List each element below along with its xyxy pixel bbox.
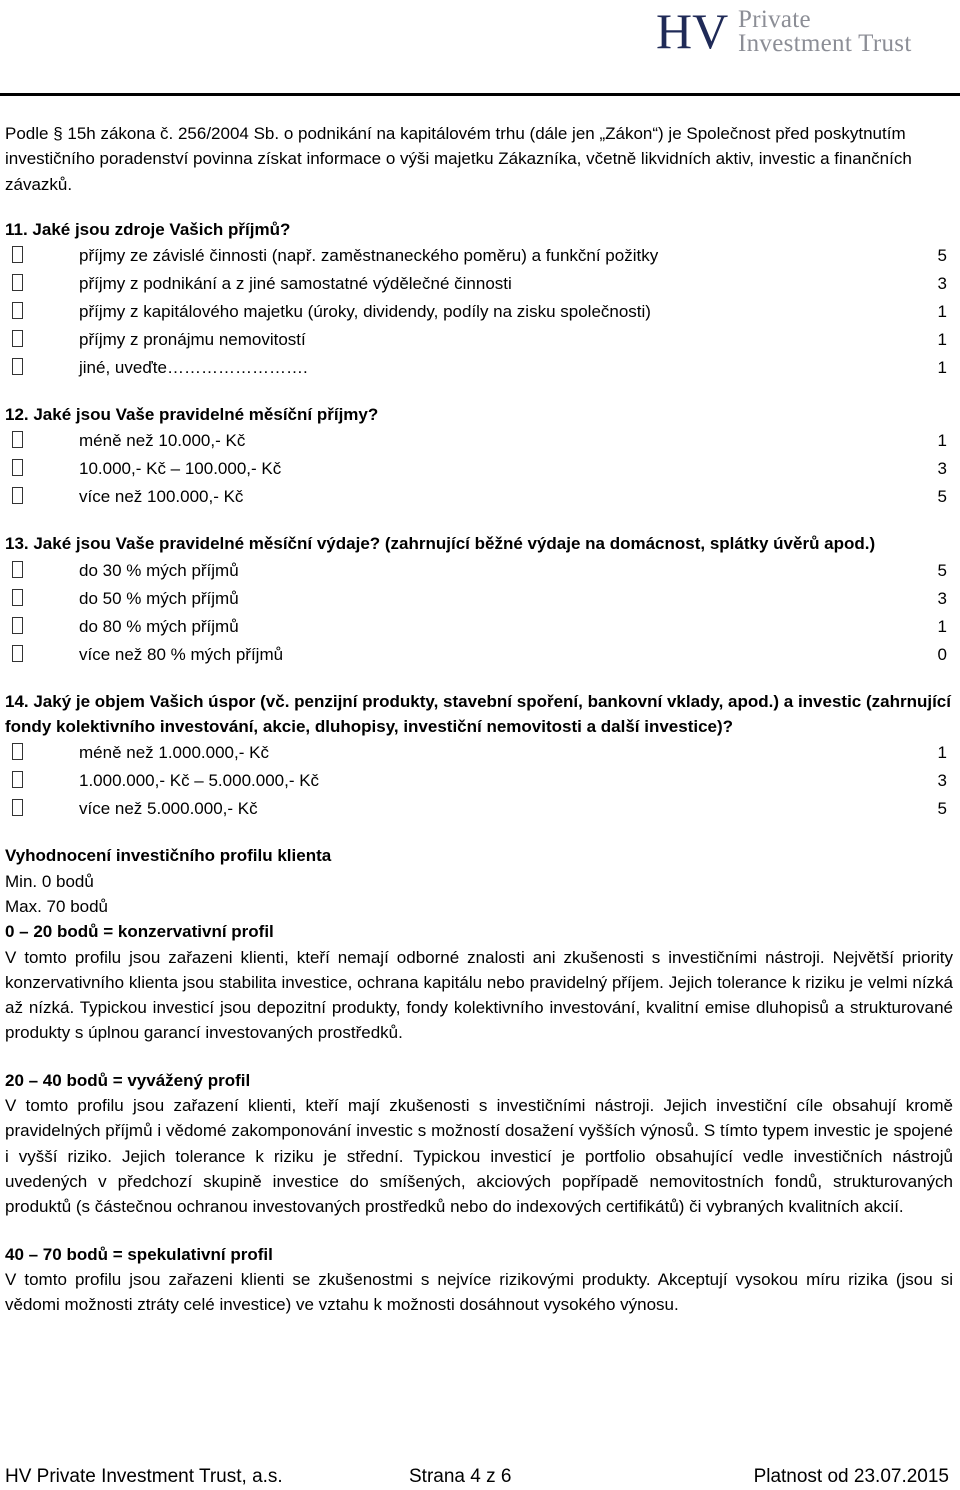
option-points: 3	[937, 274, 947, 294]
company-logo	[656, 4, 946, 56]
profile-balanced	[5, 1068, 953, 1220]
hv-logo-mark	[656, 4, 736, 56]
answer-option[interactable]	[5, 270, 953, 298]
question-block	[5, 402, 953, 511]
evaluation-max: Max. 70 bodů	[5, 896, 109, 916]
option-label: příjmy z podnikání a z jiné samostatné výdělečné činnosti	[79, 274, 512, 294]
checkbox[interactable]	[5, 354, 79, 382]
option-label: 1.000.000,- Kč – 5.000.000,- Kč	[79, 771, 320, 791]
checkbox[interactable]	[5, 326, 79, 354]
option-label: více než 80 % mých příjmů	[79, 644, 284, 664]
answer-option[interactable]	[5, 427, 953, 455]
answer-option[interactable]	[5, 557, 953, 585]
checkbox-square-icon	[12, 743, 23, 760]
option-points: 3	[937, 771, 947, 791]
evaluation-min: Min. 0 bodů	[5, 871, 94, 891]
question-block	[5, 531, 953, 668]
answer-option[interactable]	[5, 242, 953, 270]
checkbox[interactable]	[5, 613, 79, 641]
checkbox-square-icon	[12, 617, 23, 634]
logo-mark-text: HV	[656, 4, 729, 56]
checkbox[interactable]	[5, 557, 79, 585]
footer-validity: Platnost od 23.07.2015	[753, 1466, 949, 1487]
checkbox[interactable]	[5, 298, 79, 326]
checkbox-square-icon	[12, 645, 23, 662]
profile-title: 0 – 20 bodů = konzervativní profil	[5, 922, 274, 942]
question-block	[5, 689, 953, 824]
checkbox-square-icon	[12, 246, 23, 263]
checkbox-square-icon	[12, 358, 23, 375]
checkbox[interactable]	[5, 455, 79, 483]
option-points: 1	[937, 330, 947, 350]
option-label: 10.000,- Kč – 100.000,- Kč	[79, 459, 282, 479]
document-body	[5, 121, 953, 1317]
option-points: 1	[937, 358, 947, 378]
answer-option[interactable]	[5, 641, 953, 669]
intro-paragraph: Podle § 15h zákona č. 256/2004 Sb. o podnikání na kapitálovém trhu (dále jen „Zákon“) je Společnost před poskytnutím investičního poradenství povinna získat informace o výši majetku Zákazníka, včetně likvidních aktiv, investic a finančních závazků.	[5, 124, 912, 194]
profile-conservative	[5, 919, 953, 1045]
option-label: více než 100.000,- Kč	[79, 487, 244, 507]
answer-option[interactable]	[5, 298, 953, 326]
checkbox[interactable]	[5, 795, 79, 823]
profile-title: 20 – 40 bodů = vyvážený profil	[5, 1070, 251, 1090]
checkbox[interactable]	[5, 427, 79, 455]
footer-page-number: Strana 4 z 6	[409, 1466, 512, 1487]
option-points: 5	[937, 487, 947, 507]
option-points: 3	[937, 588, 947, 608]
answer-option[interactable]	[5, 613, 953, 641]
option-label: do 80 % mých příjmů	[79, 616, 239, 636]
checkbox-square-icon	[12, 330, 23, 347]
answer-option[interactable]	[5, 739, 953, 767]
profile-speculative	[5, 1242, 953, 1318]
evaluation-heading: Vyhodnocení investičního profilu klienta	[5, 846, 332, 866]
question-title: 13. Jaké jsou Vaše pravidelné měsíční výdaje? (zahrnující běžné výdaje na domácnost, splátky úvěrů apod.)	[5, 534, 876, 554]
option-label: příjmy z kapitálového majetku (úroky, dividendy, podíly na zisku společnosti)	[79, 302, 651, 322]
profile-title: 40 – 70 bodů = spekulativní profil	[5, 1244, 273, 1264]
option-label: jiné, uveďte…………………….	[79, 358, 308, 378]
option-label: příjmy z pronájmu nemovitostí	[79, 330, 306, 350]
answer-option[interactable]	[5, 795, 953, 823]
question-title: 11. Jaké jsou zdroje Vašich příjmů?	[5, 219, 291, 239]
option-points: 3	[937, 459, 947, 479]
answer-option[interactable]	[5, 767, 953, 795]
header-rule	[0, 93, 960, 96]
checkbox-square-icon	[12, 589, 23, 606]
option-label: příjmy ze závislé činnosti (např. zaměstnaneckého poměru) a funkční požitky	[79, 246, 659, 266]
answer-option[interactable]	[5, 585, 953, 613]
option-label: méně než 10.000,- Kč	[79, 431, 246, 451]
profile-text: V tomto profilu jsou zařazeni klienti se zkušenostmi s nejvíce rizikovými produkty. Akceptují vysokou míru rizika (jsou si vědomi možnosti ztráty celé investice) ve vztahu k možnosti dosáhnout vysokého výnosu.	[5, 1269, 953, 1315]
option-points: 1	[937, 302, 947, 322]
option-points: 5	[937, 246, 947, 266]
checkbox[interactable]	[5, 739, 79, 767]
checkbox-square-icon	[12, 799, 23, 816]
checkbox-square-icon	[12, 771, 23, 788]
answer-option[interactable]	[5, 354, 953, 382]
checkbox-square-icon	[12, 561, 23, 578]
option-points: 1	[937, 616, 947, 636]
checkbox-square-icon	[12, 302, 23, 319]
logo-line-2: Investment Trust	[738, 30, 912, 57]
answer-option[interactable]	[5, 326, 953, 354]
checkbox[interactable]	[5, 585, 79, 613]
logo-line-1: Private	[738, 6, 811, 33]
option-points: 5	[937, 560, 947, 580]
question-block	[5, 217, 953, 382]
footer-company: HV Private Investment Trust, a.s.	[5, 1466, 283, 1487]
option-label: méně než 1.000.000,- Kč	[79, 743, 269, 763]
checkbox[interactable]	[5, 767, 79, 795]
profile-text: V tomto profilu jsou zařazení klienti, kteří mají zkušenosti s investičními nástroji. Jejich investiční cíle obsahují kromě pravidelných příjmů i vědomé zakomponování investic s možností dosažení vyšších výnosů. S tímto typem investic je spojené i vyšší riziko. Jejich tolerance k riziku je střední. Typickou investicí je portfolio obsahující vedle investičních nástrojů uvedených v předchozí skupině investice do smíšených, akciových popřípadě nemovitostních fondů, strukturovaných produktů (s částečnou ochranou investovaných prostředků nebo do indexových certifikátů) či vybraných kvalitních akcií.	[5, 1096, 953, 1217]
checkbox-square-icon	[12, 459, 23, 476]
answer-option[interactable]	[5, 455, 953, 483]
option-points: 5	[937, 799, 947, 819]
page-footer	[5, 1466, 953, 1490]
question-title: 12. Jaké jsou Vaše pravidelné měsíční příjmy?	[5, 405, 379, 425]
option-points: 1	[937, 743, 947, 763]
checkbox[interactable]	[5, 270, 79, 298]
checkbox-square-icon	[12, 487, 23, 504]
checkbox-square-icon	[12, 274, 23, 291]
option-points: 1	[937, 431, 947, 451]
option-label: do 50 % mých příjmů	[79, 588, 239, 608]
checkbox-square-icon	[12, 431, 23, 448]
option-label: do 30 % mých příjmů	[79, 560, 239, 580]
profile-text: V tomto profilu jsou zařazeni klienti, kteří nemají odborné znalosti ani zkušenosti s investičními nástroji. Největší priority konzervativního klienta jsou stabilita investice, ochrana kapitálu nebo pravidelný příjem. Jejich tolerance k riziku je velmi nízká až nízká. Typickou investicí jsou depozitní produkty, fondy kolektivního investování, kvalitní emise dluhopisů a strukturované produkty s úplnou garancí investovaných prostředků.	[5, 947, 953, 1043]
question-title: 14. Jaký je objem Vašich úspor (vč. penzijní produkty, stavební spoření, bankovní vklady, apod.) a investic (zahrnující fondy kolektivního investování, akcie, dluhopisy, investiční nemovitosti a další investice)?	[5, 691, 951, 737]
option-points: 0	[937, 644, 947, 664]
checkbox[interactable]	[5, 641, 79, 669]
option-label: více než 5.000.000,- Kč	[79, 799, 258, 819]
checkbox[interactable]	[5, 242, 79, 270]
answer-option[interactable]	[5, 483, 953, 511]
checkbox[interactable]	[5, 483, 79, 511]
questionnaire	[5, 217, 953, 823]
